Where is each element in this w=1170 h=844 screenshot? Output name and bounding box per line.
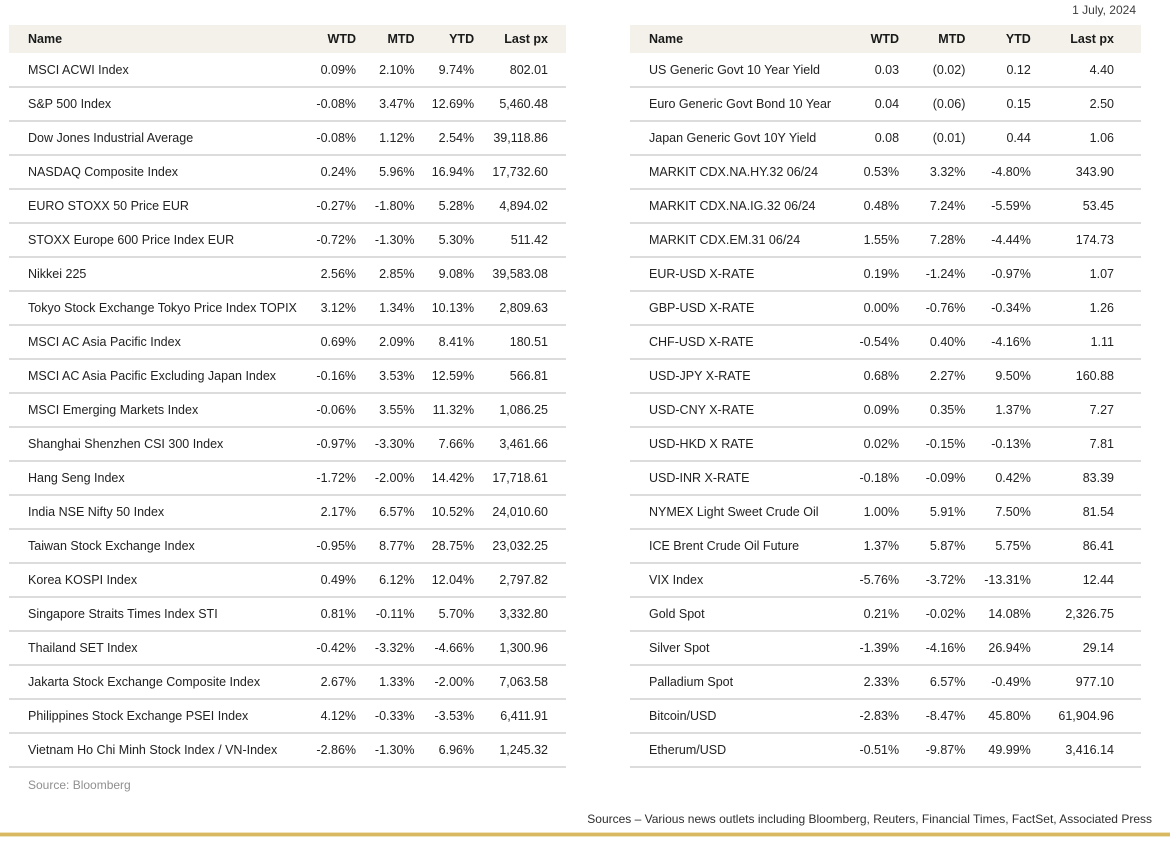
cell-last-px: 7.27	[1033, 393, 1141, 427]
cell-wtd: 4.12%	[299, 699, 358, 733]
cell-name: USD-HKD X RATE	[630, 427, 833, 461]
table-row	[9, 733, 566, 767]
cell-name: USD-JPY X-RATE	[630, 359, 833, 393]
cell-mtd: -0.76%	[901, 291, 967, 325]
cell-wtd: -0.08%	[299, 121, 358, 155]
cell-name: Etherum/USD	[630, 733, 833, 767]
table-row	[630, 325, 1141, 359]
cell-mtd: 2.85%	[358, 257, 417, 291]
table-row	[9, 87, 566, 121]
cell-last-px: 1.11	[1033, 325, 1141, 359]
cell-ytd: -0.97%	[967, 257, 1032, 291]
cell-mtd: -4.16%	[901, 631, 967, 665]
cell-mtd: 5.87%	[901, 529, 967, 563]
cell-last-px: 61,904.96	[1033, 699, 1141, 733]
cell-last-px: 1.07	[1033, 257, 1141, 291]
cell-name: Gold Spot	[630, 597, 833, 631]
cell-wtd: -1.72%	[299, 461, 358, 495]
cell-last-px: 3,416.14	[1033, 733, 1141, 767]
cell-mtd: 2.09%	[358, 325, 417, 359]
cell-mtd: -0.15%	[901, 427, 967, 461]
equity-indices-table-container	[9, 25, 566, 768]
cell-name: Taiwan Stock Exchange Index	[9, 529, 299, 563]
cell-ytd: 9.50%	[967, 359, 1032, 393]
cell-name: Singapore Straits Times Index STI	[9, 597, 299, 631]
table-row	[9, 257, 566, 291]
table-row	[9, 461, 566, 495]
table-row	[630, 291, 1141, 325]
cell-mtd: 0.40%	[901, 325, 967, 359]
cell-last-px: 81.54	[1033, 495, 1141, 529]
cell-mtd: 2.10%	[358, 53, 417, 87]
cell-name: MSCI AC Asia Pacific Index	[9, 325, 299, 359]
cell-name: GBP-USD X-RATE	[630, 291, 833, 325]
cell-wtd: -0.51%	[833, 733, 901, 767]
cell-mtd: -0.11%	[358, 597, 417, 631]
cell-ytd: -0.34%	[967, 291, 1032, 325]
cell-wtd: -5.76%	[833, 563, 901, 597]
cell-mtd: -1.24%	[901, 257, 967, 291]
cell-wtd: 0.69%	[299, 325, 358, 359]
cell-ytd: 5.75%	[967, 529, 1032, 563]
cell-mtd: -3.72%	[901, 563, 967, 597]
table-row	[9, 359, 566, 393]
table-row	[9, 563, 566, 597]
cell-wtd: 2.33%	[833, 665, 901, 699]
cell-ytd: -4.44%	[967, 223, 1032, 257]
rates-fx-commodities-table	[630, 25, 1141, 768]
table-row	[630, 563, 1141, 597]
cell-ytd: 2.54%	[417, 121, 477, 155]
cell-mtd: 3.55%	[358, 393, 417, 427]
cell-ytd: 12.69%	[417, 87, 477, 121]
cell-wtd: 0.48%	[833, 189, 901, 223]
cell-mtd: 0.35%	[901, 393, 967, 427]
cell-name: NASDAQ Composite Index	[9, 155, 299, 189]
cell-ytd: 0.44	[967, 121, 1032, 155]
cell-wtd: 3.12%	[299, 291, 358, 325]
cell-mtd: (0.06)	[901, 87, 967, 121]
table-row	[630, 733, 1141, 767]
cell-ytd: 0.15	[967, 87, 1032, 121]
table-row	[9, 495, 566, 529]
cell-last-px: 511.42	[476, 223, 566, 257]
cell-mtd: 3.53%	[358, 359, 417, 393]
cell-ytd: -0.49%	[967, 665, 1032, 699]
cell-name: Palladium Spot	[630, 665, 833, 699]
table-row	[630, 699, 1141, 733]
cell-mtd: -0.09%	[901, 461, 967, 495]
cell-wtd: 0.03	[833, 53, 901, 87]
cell-ytd: 5.30%	[417, 223, 477, 257]
cell-last-px: 5,460.48	[476, 87, 566, 121]
column-header-name: Name	[630, 25, 833, 53]
cell-name: Dow Jones Industrial Average	[9, 121, 299, 155]
cell-name: USD-CNY X-RATE	[630, 393, 833, 427]
cell-last-px: 39,583.08	[476, 257, 566, 291]
cell-wtd: -0.06%	[299, 393, 358, 427]
table-row	[9, 291, 566, 325]
table-row	[9, 597, 566, 631]
cell-name: Hang Seng Index	[9, 461, 299, 495]
table-row	[630, 155, 1141, 189]
cell-name: EUR-USD X-RATE	[630, 257, 833, 291]
cell-ytd: 16.94%	[417, 155, 477, 189]
report-date: 1 July, 2024	[1072, 3, 1136, 17]
cell-mtd: 1.12%	[358, 121, 417, 155]
cell-name: Vietnam Ho Chi Minh Stock Index / VN-Index	[9, 733, 299, 767]
cell-wtd: 0.49%	[299, 563, 358, 597]
cell-mtd: -2.00%	[358, 461, 417, 495]
cell-ytd: -13.31%	[967, 563, 1032, 597]
cell-ytd: -0.13%	[967, 427, 1032, 461]
cell-ytd: 14.42%	[417, 461, 477, 495]
cell-wtd: 1.00%	[833, 495, 901, 529]
cell-name: Philippines Stock Exchange PSEI Index	[9, 699, 299, 733]
cell-mtd: (0.01)	[901, 121, 967, 155]
cell-last-px: 12.44	[1033, 563, 1141, 597]
cell-last-px: 39,118.86	[476, 121, 566, 155]
cell-wtd: -2.83%	[833, 699, 901, 733]
cell-ytd: 8.41%	[417, 325, 477, 359]
cell-ytd: -2.00%	[417, 665, 477, 699]
cell-ytd: 12.04%	[417, 563, 477, 597]
cell-ytd: 5.28%	[417, 189, 477, 223]
cell-wtd: -0.27%	[299, 189, 358, 223]
table-row	[630, 53, 1141, 87]
table-row	[630, 393, 1141, 427]
cell-last-px: 6,411.91	[476, 699, 566, 733]
cell-name: Japan Generic Govt 10Y Yield	[630, 121, 833, 155]
cell-wtd: -1.39%	[833, 631, 901, 665]
cell-last-px: 3,461.66	[476, 427, 566, 461]
cell-mtd: -1.80%	[358, 189, 417, 223]
cell-wtd: 0.08	[833, 121, 901, 155]
cell-ytd: 10.13%	[417, 291, 477, 325]
cell-last-px: 3,332.80	[476, 597, 566, 631]
cell-ytd: 9.74%	[417, 53, 477, 87]
cell-wtd: 1.55%	[833, 223, 901, 257]
cell-mtd: 2.27%	[901, 359, 967, 393]
table-row	[630, 529, 1141, 563]
table-row	[630, 121, 1141, 155]
table-row	[9, 393, 566, 427]
column-header-name: Name	[9, 25, 299, 53]
cell-name: S&P 500 Index	[9, 87, 299, 121]
source-note-bloomberg: Source: Bloomberg	[28, 778, 131, 792]
table-row	[630, 427, 1141, 461]
table-row	[630, 189, 1141, 223]
cell-ytd: 28.75%	[417, 529, 477, 563]
cell-wtd: 2.17%	[299, 495, 358, 529]
rates-fx-commodities-table-container	[630, 25, 1141, 768]
cell-last-px: 4,894.02	[476, 189, 566, 223]
cell-last-px: 566.81	[476, 359, 566, 393]
cell-ytd: 10.52%	[417, 495, 477, 529]
cell-ytd: 12.59%	[417, 359, 477, 393]
cell-name: Euro Generic Govt Bond 10 Year	[630, 87, 833, 121]
cell-ytd: 7.66%	[417, 427, 477, 461]
table-header	[630, 25, 1141, 53]
cell-name: CHF-USD X-RATE	[630, 325, 833, 359]
cell-wtd: 0.19%	[833, 257, 901, 291]
cell-last-px: 7.81	[1033, 427, 1141, 461]
cell-mtd: 3.32%	[901, 155, 967, 189]
cell-name: India NSE Nifty 50 Index	[9, 495, 299, 529]
cell-last-px: 23,032.25	[476, 529, 566, 563]
table-row	[630, 597, 1141, 631]
cell-mtd: 8.77%	[358, 529, 417, 563]
cell-wtd: 0.53%	[833, 155, 901, 189]
cell-mtd: 7.28%	[901, 223, 967, 257]
cell-name: Korea KOSPI Index	[9, 563, 299, 597]
cell-wtd: 2.67%	[299, 665, 358, 699]
cell-last-px: 4.40	[1033, 53, 1141, 87]
cell-wtd: 0.24%	[299, 155, 358, 189]
cell-mtd: 1.33%	[358, 665, 417, 699]
table-row	[9, 325, 566, 359]
cell-mtd: 5.91%	[901, 495, 967, 529]
cell-mtd: -3.30%	[358, 427, 417, 461]
table-row	[630, 223, 1141, 257]
cell-ytd: -4.16%	[967, 325, 1032, 359]
cell-wtd: -2.86%	[299, 733, 358, 767]
cell-mtd: 1.34%	[358, 291, 417, 325]
cell-ytd: 49.99%	[967, 733, 1032, 767]
cell-ytd: 14.08%	[967, 597, 1032, 631]
cell-name: Tokyo Stock Exchange Tokyo Price Index TOPIX	[9, 291, 299, 325]
cell-wtd: -0.95%	[299, 529, 358, 563]
cell-last-px: 1,086.25	[476, 393, 566, 427]
cell-last-px: 17,732.60	[476, 155, 566, 189]
cell-wtd: -0.16%	[299, 359, 358, 393]
cell-wtd: 0.00%	[833, 291, 901, 325]
cell-ytd: 9.08%	[417, 257, 477, 291]
column-header-last-px: Last px	[1033, 25, 1141, 53]
cell-name: Silver Spot	[630, 631, 833, 665]
cell-ytd: 45.80%	[967, 699, 1032, 733]
cell-name: Jakarta Stock Exchange Composite Index	[9, 665, 299, 699]
cell-name: STOXX Europe 600 Price Index EUR	[9, 223, 299, 257]
cell-name: Shanghai Shenzhen CSI 300 Index	[9, 427, 299, 461]
table-row	[9, 699, 566, 733]
column-header-wtd: WTD	[299, 25, 358, 53]
cell-mtd: -3.32%	[358, 631, 417, 665]
cell-name: US Generic Govt 10 Year Yield	[630, 53, 833, 87]
cell-ytd: 0.12	[967, 53, 1032, 87]
cell-last-px: 83.39	[1033, 461, 1141, 495]
table-header	[9, 25, 566, 53]
column-header-mtd: MTD	[358, 25, 417, 53]
cell-wtd: -0.42%	[299, 631, 358, 665]
cell-mtd: 7.24%	[901, 189, 967, 223]
cell-name: MARKIT CDX.NA.HY.32 06/24	[630, 155, 833, 189]
sources-note: Sources – Various news outlets including Bloomberg, Reuters, Financial Times, FactSet, Associated Press	[587, 812, 1152, 826]
cell-name: ICE Brent Crude Oil Future	[630, 529, 833, 563]
table-row	[9, 155, 566, 189]
cell-mtd: (0.02)	[901, 53, 967, 87]
cell-last-px: 160.88	[1033, 359, 1141, 393]
cell-name: Bitcoin/USD	[630, 699, 833, 733]
cell-name: NYMEX Light Sweet Crude Oil	[630, 495, 833, 529]
cell-last-px: 802.01	[476, 53, 566, 87]
cell-last-px: 2,326.75	[1033, 597, 1141, 631]
cell-last-px: 1,245.32	[476, 733, 566, 767]
cell-last-px: 2.50	[1033, 87, 1141, 121]
equity-indices-table	[9, 25, 566, 768]
cell-wtd: 0.02%	[833, 427, 901, 461]
cell-last-px: 29.14	[1033, 631, 1141, 665]
table-row	[630, 359, 1141, 393]
gold-divider	[0, 833, 1170, 836]
cell-name: MSCI AC Asia Pacific Excluding Japan Index	[9, 359, 299, 393]
table-row	[9, 665, 566, 699]
cell-wtd: -0.72%	[299, 223, 358, 257]
cell-name: USD-INR X-RATE	[630, 461, 833, 495]
cell-wtd: -0.18%	[833, 461, 901, 495]
cell-mtd: -9.87%	[901, 733, 967, 767]
cell-name: MSCI ACWI Index	[9, 53, 299, 87]
cell-last-px: 24,010.60	[476, 495, 566, 529]
cell-name: Nikkei 225	[9, 257, 299, 291]
table-row	[630, 631, 1141, 665]
cell-ytd: 6.96%	[417, 733, 477, 767]
cell-last-px: 53.45	[1033, 189, 1141, 223]
cell-last-px: 1.26	[1033, 291, 1141, 325]
cell-name: MARKIT CDX.NA.IG.32 06/24	[630, 189, 833, 223]
table-row	[9, 427, 566, 461]
cell-wtd: 0.09%	[833, 393, 901, 427]
column-header-last-px: Last px	[476, 25, 566, 53]
cell-wtd: 0.21%	[833, 597, 901, 631]
cell-mtd: 6.12%	[358, 563, 417, 597]
table-row	[630, 257, 1141, 291]
cell-mtd: -1.30%	[358, 223, 417, 257]
cell-mtd: -0.33%	[358, 699, 417, 733]
column-header-ytd: YTD	[417, 25, 477, 53]
cell-ytd: 26.94%	[967, 631, 1032, 665]
cell-mtd: -1.30%	[358, 733, 417, 767]
column-header-mtd: MTD	[901, 25, 967, 53]
cell-wtd: 0.04	[833, 87, 901, 121]
cell-wtd: -0.54%	[833, 325, 901, 359]
cell-ytd: -3.53%	[417, 699, 477, 733]
cell-last-px: 180.51	[476, 325, 566, 359]
table-row	[9, 121, 566, 155]
table-row	[9, 189, 566, 223]
cell-ytd: 1.37%	[967, 393, 1032, 427]
cell-mtd: -0.02%	[901, 597, 967, 631]
cell-last-px: 2,809.63	[476, 291, 566, 325]
table-row	[9, 53, 566, 87]
cell-ytd: 11.32%	[417, 393, 477, 427]
cell-ytd: -5.59%	[967, 189, 1032, 223]
table-row	[9, 631, 566, 665]
cell-last-px: 7,063.58	[476, 665, 566, 699]
cell-mtd: 6.57%	[901, 665, 967, 699]
cell-name: EURO STOXX 50 Price EUR	[9, 189, 299, 223]
column-header-ytd: YTD	[967, 25, 1032, 53]
cell-last-px: 343.90	[1033, 155, 1141, 189]
cell-last-px: 977.10	[1033, 665, 1141, 699]
cell-last-px: 1.06	[1033, 121, 1141, 155]
cell-wtd: 2.56%	[299, 257, 358, 291]
table-row	[630, 495, 1141, 529]
cell-name: MSCI Emerging Markets Index	[9, 393, 299, 427]
table-row	[630, 87, 1141, 121]
cell-last-px: 17,718.61	[476, 461, 566, 495]
cell-wtd: 1.37%	[833, 529, 901, 563]
cell-mtd: 5.96%	[358, 155, 417, 189]
cell-wtd: -0.08%	[299, 87, 358, 121]
cell-last-px: 2,797.82	[476, 563, 566, 597]
table-row	[630, 665, 1141, 699]
cell-ytd: -4.80%	[967, 155, 1032, 189]
cell-name: MARKIT CDX.EM.31 06/24	[630, 223, 833, 257]
cell-ytd: -4.66%	[417, 631, 477, 665]
cell-last-px: 1,300.96	[476, 631, 566, 665]
column-header-wtd: WTD	[833, 25, 901, 53]
cell-ytd: 7.50%	[967, 495, 1032, 529]
cell-mtd: -8.47%	[901, 699, 967, 733]
cell-mtd: 3.47%	[358, 87, 417, 121]
cell-last-px: 174.73	[1033, 223, 1141, 257]
cell-mtd: 6.57%	[358, 495, 417, 529]
cell-name: Thailand SET Index	[9, 631, 299, 665]
cell-wtd: 0.68%	[833, 359, 901, 393]
cell-wtd: -0.97%	[299, 427, 358, 461]
cell-ytd: 0.42%	[967, 461, 1032, 495]
cell-ytd: 5.70%	[417, 597, 477, 631]
cell-name: VIX Index	[630, 563, 833, 597]
cell-wtd: 0.09%	[299, 53, 358, 87]
cell-wtd: 0.81%	[299, 597, 358, 631]
table-row	[630, 461, 1141, 495]
cell-last-px: 86.41	[1033, 529, 1141, 563]
table-row	[9, 223, 566, 257]
table-row	[9, 529, 566, 563]
